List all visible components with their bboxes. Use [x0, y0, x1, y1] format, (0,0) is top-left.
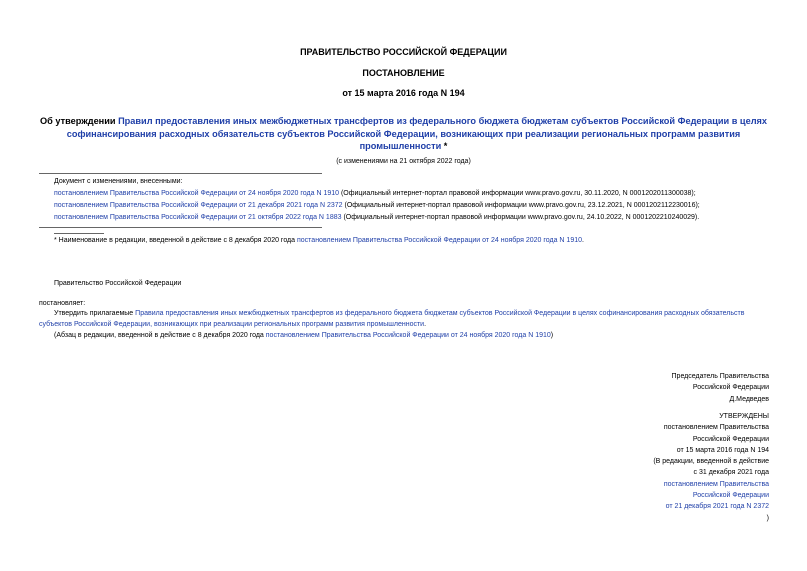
- abzac-note: [54, 330, 553, 342]
- footnote: [54, 235, 584, 247]
- approved-block: [653, 411, 769, 524]
- title-rules-link[interactable]: Правил предоставления иных межбюджетных трансфертов из федерального бюджета бюджетам субъектов Российской Федерации в целях софинансирования расходных обязательств субъектов Российской Федерации, возникающих при реализации региональных программ развития промышленности: [66, 116, 767, 151]
- change-source: (Официальный интернет-портал правовой информации www.pravo.gov.ru, 24.10.2022, N 0001202210240029).: [341, 214, 700, 221]
- change-link[interactable]: постановлением Правительства Российской Федерации от 21 декабря 2021 года N 2372: [54, 202, 343, 209]
- document-title: [40, 115, 767, 153]
- government-name: ПРАВИТЕЛЬСТВО РОССИЙСКОЙ ФЕДЕРАЦИИ: [300, 47, 507, 57]
- change-link[interactable]: постановлением Правительства Российской Федерации от 24 ноября 2020 года N 1910: [54, 190, 340, 197]
- signature-position: Председатель Правительства: [671, 373, 769, 380]
- approve-prefix: Утвердить прилагаемые: [54, 310, 136, 317]
- approve-end: .: [424, 321, 427, 328]
- changes-bottom-rule: [39, 227, 322, 228]
- approved-line: Российской Федерации: [692, 435, 769, 443]
- title-footnote-mark: *: [441, 141, 448, 151]
- signature-country: Российской Федерации: [692, 384, 769, 392]
- change-source: (Официальный интернет-портал правовой информации www.pravo.gov.ru, 30.11.2020, N 0001202011300038);: [339, 190, 696, 197]
- approve-rules-link[interactable]: Правила предоставления иных межбюджетных трансфертов из федерального бюджета бюджетам субъектов Российской Федерации в целях софинансирования расходных обязательств: [135, 310, 745, 317]
- signature-name: Д.Медведев: [729, 395, 769, 403]
- change-link[interactable]: постановлением Правительства Российской Федерации от 21 октября 2022 года N 1883: [54, 214, 342, 221]
- change-source: (Официальный интернет-портал правовой информации www.pravo.gov.ru, 23.12.2021, N 0001202112230016);: [342, 202, 700, 209]
- abzac-end: ): [550, 332, 554, 339]
- footnote-end: .: [582, 237, 584, 244]
- abzac-prefix: (Абзац в редакции, введенной в действие с 8 декабря 2020 года: [54, 332, 266, 339]
- signature-block: [672, 371, 769, 405]
- approved-link[interactable]: постановлением Правительства: [663, 480, 769, 488]
- footnote-link[interactable]: постановлением Правительства Российской Федерации от 24 ноября 2020 года N 1910: [296, 237, 583, 244]
- approved-link[interactable]: Российской Федерации: [692, 492, 769, 500]
- title-prefix: Об утверждении: [40, 116, 119, 126]
- document-date-number: от 15 марта 2016 года N 194: [342, 88, 465, 98]
- change-item: [54, 200, 700, 212]
- amended-note: (с изменениями на 21 октября 2022 года): [336, 158, 471, 165]
- abzac-link[interactable]: постановлением Правительства Российской Федерации от 24 ноября 2020 года N 1910: [265, 332, 551, 339]
- changes-heading: Документ с изменениями, внесенными:: [54, 178, 183, 185]
- footnote-rule: [54, 233, 104, 234]
- approved-line: с 31 декабря 2021 года: [693, 469, 769, 477]
- approve-rules-link-cont[interactable]: субъектов Российской Федерации, возникающих при реализации региональных программ развития промышленности: [39, 321, 425, 328]
- approved-heading: УТВЕРЖДЕНЫ: [719, 413, 769, 420]
- approved-link[interactable]: от 21 декабря 2021 года N 2372: [665, 503, 769, 511]
- change-item: [54, 212, 699, 224]
- issuer: Правительство Российской Федерации: [54, 280, 182, 287]
- approved-line: от 15 марта 2016 года N 194: [676, 446, 769, 454]
- approved-line: (В редакции, введенной в действие: [653, 458, 769, 466]
- approved-line: постановлением Правительства: [663, 424, 769, 432]
- footnote-text: * Наименование в редакции, введенной в действие с 8 декабря 2020 года: [54, 237, 297, 244]
- document-type: ПОСТАНОВЛЕНИЕ: [362, 68, 445, 78]
- change-item: [54, 188, 696, 200]
- decides-word: постановляет:: [39, 300, 86, 307]
- changes-top-rule: [39, 173, 322, 174]
- approved-close: ): [766, 514, 769, 522]
